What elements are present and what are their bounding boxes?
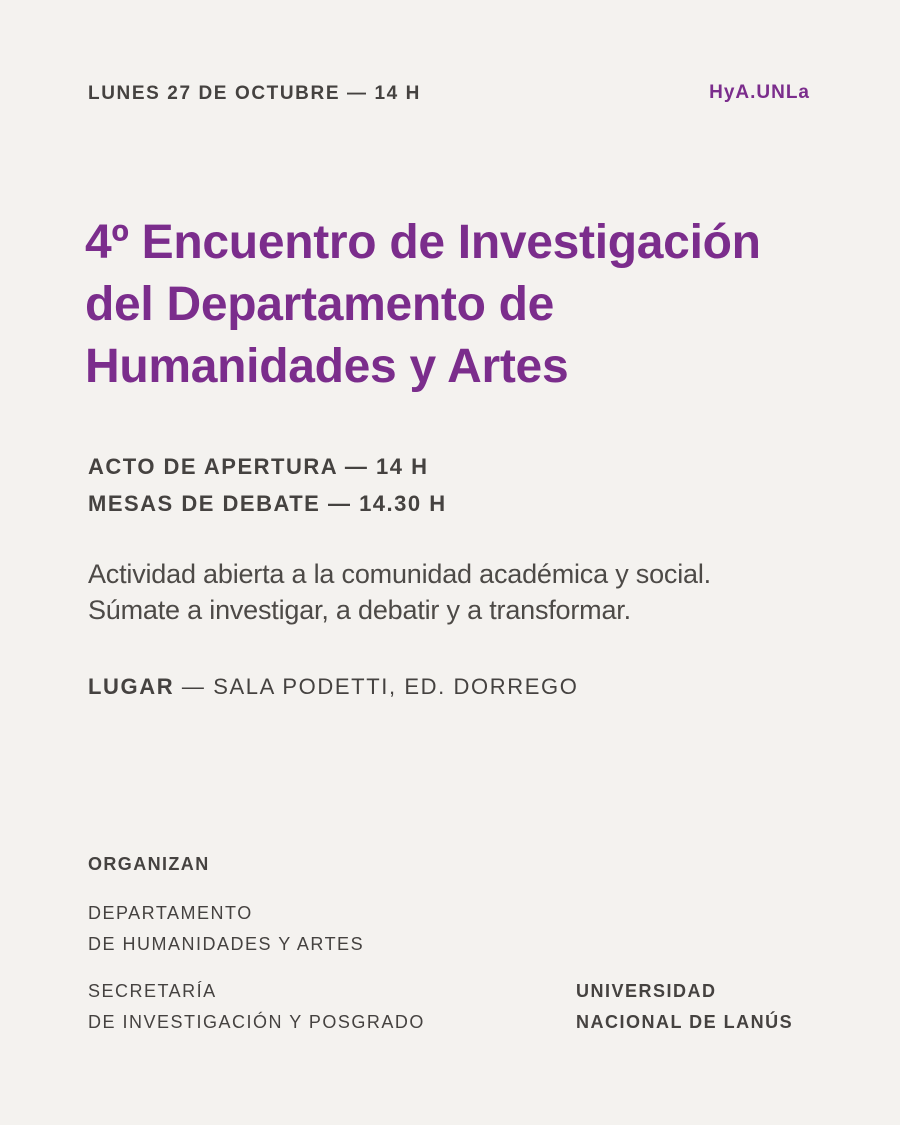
description-line-2: Súmate a investigar, a debatir y a transformar.: [88, 595, 631, 625]
location-separator: —: [174, 674, 214, 699]
schedule: [88, 448, 447, 522]
organizer-secretariat: [88, 976, 425, 1038]
organizer-university: [576, 976, 793, 1038]
organizer-department: [88, 898, 364, 960]
event-description: [88, 556, 711, 628]
event-location: [88, 674, 578, 700]
location-label: LUGAR: [88, 674, 175, 699]
organizer-secretariat-line-1: SECRETARÍA: [88, 981, 217, 1001]
schedule-debates: MESAS DE DEBATE — 14.30 H: [88, 491, 447, 516]
organizer-university-line-1: UNIVERSIDAD: [576, 981, 717, 1001]
organizer-department-line-2: DE HUMANIDADES Y ARTES: [88, 934, 365, 954]
event-title-line-3: Humanidades y Artes: [85, 340, 569, 393]
schedule-opening: ACTO DE APERTURA — 14 H: [88, 454, 429, 479]
organizer-university-line-2: NACIONAL DE LANÚS: [576, 1012, 794, 1032]
brand-logo-text: HyA.UNLa: [709, 82, 810, 103]
organizer-department-line-1: DEPARTAMENTO: [88, 903, 253, 923]
event-title: [85, 212, 855, 398]
description-line-1: Actividad abierta a la comunidad académica y social.: [88, 559, 711, 589]
event-date: LUNES 27 DE OCTUBRE — 14 H: [88, 83, 421, 104]
event-title-line-2: del Departamento de: [85, 278, 555, 331]
event-title-line-1: 4º Encuentro de Investigación: [85, 216, 761, 269]
location-value: SALA PODETTI, ED. DORREGO: [213, 674, 579, 699]
organizers-heading: ORGANIZAN: [88, 854, 210, 874]
organizer-secretariat-line-2: DE INVESTIGACIÓN Y POSGRADO: [88, 1012, 425, 1032]
